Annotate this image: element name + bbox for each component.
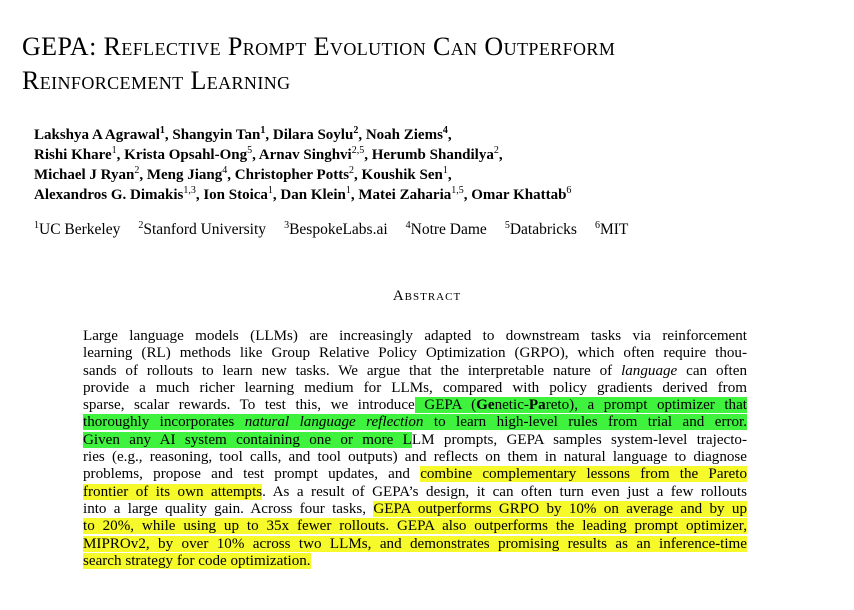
affiliation-item (595, 221, 628, 238)
abstract-line (83, 432, 747, 449)
author-name: Meng Jiang (146, 167, 223, 183)
abstract-line (83, 414, 747, 431)
abstract-text: Large language models (LLMs) are increasingly adapted to downstream tasks via reinforcement (83, 328, 747, 344)
affiliation-number: 6 (594, 219, 600, 231)
abstract-line (83, 518, 747, 535)
abstract-text: LM prompts, GEPA samples system-level trajecto- (411, 431, 747, 448)
abstract-text: ries (e.g., reasoning, tool calls, and tool outputs) and reflects on them in natural language to diagnose (83, 449, 747, 466)
affiliation-name: MIT (599, 221, 629, 238)
author-line: Michael J Ryan$^2$, Meng Jiang$^4$, Christopher Potts$^2$, Koushik Sen$^1$, (34, 165, 452, 183)
author-name: Noah Ziems (365, 127, 443, 143)
abstract-text: into a large quality gain. Across four tasks, (83, 500, 374, 517)
abstract-text: problems, propose and test prompt updates, and (83, 466, 421, 483)
highlighted-text: thoroughly incorporates (83, 414, 245, 431)
author-name: Matei Zaharia (358, 187, 452, 203)
highlighted-text: combine complementary lessons from the Pareto (420, 466, 747, 483)
author-affiliation-number: 2 (349, 165, 355, 176)
highlighted-text: to 20%, while using up to 35x fewer rollouts. GEPA also outperforms the leading prompt optimizer, (83, 518, 747, 535)
highlighted-text: to learn high-level rules from trial and error. (423, 414, 748, 431)
highlighted-text: GEPA ( (414, 397, 477, 414)
affiliation-number: 2 (138, 219, 144, 231)
author-name: Koushik Sen (361, 167, 443, 183)
abstract-text: can often (677, 362, 747, 379)
author-affiliation-number: 1 (345, 185, 351, 196)
highlighted-text: GEPA outperforms GRPO by 10% on average and by up (373, 500, 747, 517)
paper-title (22, 30, 832, 98)
author-name: Rishi Khare (34, 147, 112, 163)
highlighted-text: reto), a prompt optimizer that (545, 397, 747, 414)
affiliation-item (505, 221, 577, 238)
author-line: Alexandros G. Dimakis$^{1,3}$, Ion Stoica$^1$, Dan Klein$^1$, Matei Zaharia$^{1,5}$, Omar Khattab$^6$ (34, 185, 572, 203)
abstract-line (83, 466, 747, 483)
abstract-text: provide a much richer learning medium for LLMs, compared with policy gradients derived from (83, 379, 747, 396)
author-affiliation-number: 1 (159, 125, 165, 136)
highlighted-text: frontier of its own attempts (83, 483, 263, 500)
affiliation-number: 5 (504, 219, 510, 231)
highlighted-text: Given any AI system containing one or more L (83, 431, 412, 448)
author-name: Dilara Soylu (272, 127, 354, 143)
abstract-line (83, 397, 747, 414)
author-affiliation-number: 2 (134, 165, 140, 176)
author-name: Shangyin Tan (172, 127, 261, 143)
abstract-text: sands of rollouts to learn new tasks. We argue that the interpretable nature of (83, 362, 622, 379)
affiliation-item (34, 221, 120, 238)
author-name: Alexandros G. Dimakis (34, 187, 184, 203)
author-affiliation-number: 1 (267, 185, 273, 196)
abstract-line (83, 536, 747, 553)
affiliations (34, 221, 834, 239)
abstract-heading: Abstract (392, 288, 462, 304)
abstract-line (83, 380, 747, 397)
abstract-text: language (621, 362, 678, 379)
abstract-body (83, 328, 747, 570)
author-name: Herumb Shandilya (371, 147, 494, 163)
highlighted-text: Pa (528, 397, 546, 414)
author-affiliation-number: 2 (493, 145, 499, 156)
abstract-text: . As a result of GEPA’s design, it can often turn even just a few rollouts (262, 483, 747, 500)
abstract-line (83, 501, 747, 518)
highlighted-text: natural language reflection (244, 414, 424, 431)
affiliation-number: 3 (284, 219, 290, 231)
abstract-line (83, 484, 747, 501)
author-name: Arnav Singhvi (258, 147, 352, 163)
affiliation-name: BespokeLabs.ai (289, 221, 388, 238)
affiliation-name: Stanford University (143, 221, 267, 238)
author-affiliation-number: 1 (260, 125, 266, 136)
author-affiliation-number: 1,3 (183, 185, 196, 196)
author-affiliation-number: 2 (353, 125, 359, 136)
author-line: Lakshya A Agrawal$^1$, Shangyin Tan$^1$, Dilara Soylu$^2$, Noah Ziems$^4$, (34, 125, 452, 143)
abstract-line (83, 363, 747, 380)
highlighted-text: search strategy for code optimization. (83, 552, 311, 569)
abstract-line (83, 449, 747, 466)
abstract-text: sparse, scalar rewards. To test this, we introduce (83, 397, 415, 414)
highlighted-text: Ge (476, 397, 495, 414)
affiliation-item (406, 221, 487, 238)
highlighted-text: netic- (494, 397, 529, 414)
title-line-1: GEPA: Reflective Prompt Evolution Can Outperform (22, 32, 616, 61)
abstract-line (83, 345, 747, 362)
author-list (34, 125, 834, 205)
affiliation-item (284, 221, 388, 238)
author-affiliation-number: 5 (247, 145, 253, 156)
author-affiliation-number: 4 (442, 125, 448, 136)
affiliation-name: Notre Dame (410, 221, 487, 238)
abstract-line (83, 328, 747, 345)
author-affiliation-number: 1,5 (451, 185, 464, 196)
abstract-text: learning (RL) methods like Group Relative Policy Optimization (GRPO), which often require thou- (83, 345, 747, 362)
highlighted-text: MIPROv2, by over 10% across two LLMs, and demonstrates promising results as an inference-time (83, 535, 747, 552)
author-name: Dan Klein (280, 187, 346, 203)
affiliation-name: Databricks (509, 221, 577, 238)
author-name: Omar Khattab (471, 187, 567, 203)
title-line-2: Reinforcement Learning (22, 66, 291, 95)
affiliation-number: 4 (405, 219, 411, 231)
affiliation-item (138, 221, 266, 238)
author-name: Ion Stoica (203, 187, 268, 203)
author-line: Rishi Khare$^1$, Krista Opsahl-Ong$^5$, Arnav Singhvi$^{2,5}$, Herumb Shandilya$^2$, (34, 145, 503, 163)
author-name: Krista Opsahl-Ong (124, 147, 248, 163)
author-affiliation-number: 6 (566, 185, 572, 196)
affiliation-number: 1 (34, 219, 39, 231)
affiliation-name: UC Berkeley (39, 221, 121, 238)
author-affiliation-number: 2,5 (351, 145, 365, 156)
author-affiliation-number: 4 (222, 165, 228, 176)
author-affiliation-number: 1 (442, 165, 448, 176)
author-affiliation-number: 1 (111, 145, 117, 156)
author-name: Michael J Ryan (34, 167, 135, 183)
author-name: Christopher Potts (234, 167, 350, 183)
abstract-line (83, 553, 747, 570)
author-name: Lakshya A Agrawal (34, 127, 160, 143)
